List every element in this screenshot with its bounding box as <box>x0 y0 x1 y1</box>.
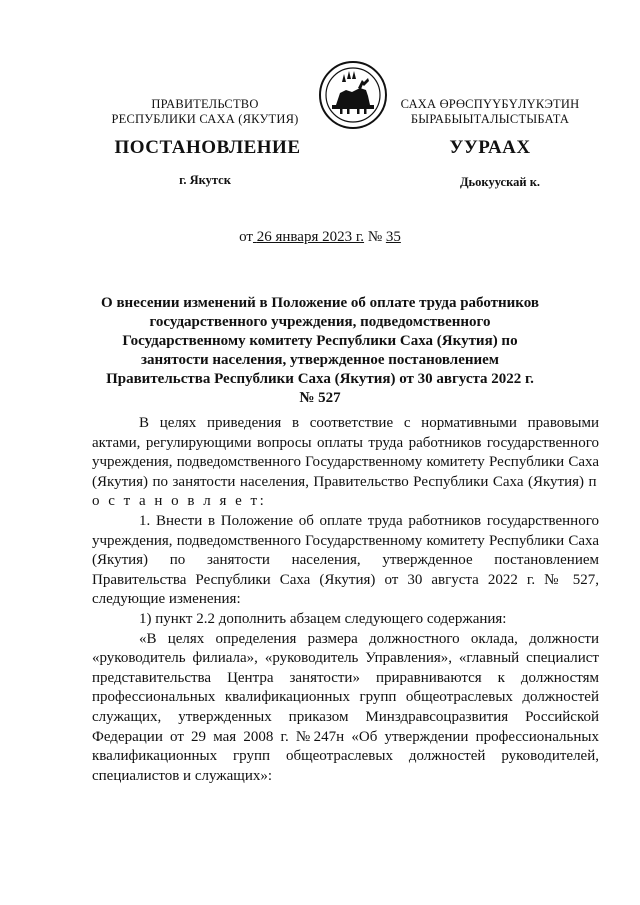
header-right-line2: БЫРАБЫЫТАЛЫСТЫБАТА <box>410 112 570 126</box>
intro-paragraph: В целях приведения в соответствие с нормативными правовыми актами, регулирующими вопросы оплаты труда работников государственного учреждения, подведомственного Государственному комитету Республики Саха (Якутия) по занятости населения, Правительство Республики Саха (Якутия) п о с т а н о в л я е т: <box>92 415 599 510</box>
quote-paragraph: «В целях определения размера должностного оклада, должности «руководитель филиала», «руководитель Управления», «главный специалист представительства Центра занятости» приравниваются к должностям профессиональных квалификационных групп общеотраслевых должностей служащих, утвержденных приказом Минздравсоцразвития Российской Федерации от 29 мая 2008 г. №247н «Об утверждении профессиональных квалификационных групп общеотраслевых должностей руководителей, специалистов и служащих»: <box>92 630 599 784</box>
number-sign: № <box>367 229 383 245</box>
date-prefix: от <box>239 229 253 245</box>
document-title: О внесении изменений в Положение об оплате труда работников государственного учреждения, подведомственного Государственному комитету Республики Саха (Якутия) по занятости населения, утвержденное постановлением Правительства Республики Саха (Якутия) от 30 августа 2022 г. № 527 <box>101 295 539 406</box>
intro-action: п о с т а н о в л я е т: <box>92 473 599 510</box>
header-right-line1: САХА ӨРӨСПҮҮБҮЛҮКЭТИН <box>400 97 580 111</box>
city-sah: Дьокуускай к. <box>459 175 541 189</box>
coat-of-arms-emblem-icon <box>318 60 388 130</box>
document-type-sah: УУРААХ <box>449 137 531 158</box>
document-number: 35 <box>385 229 401 245</box>
document-type-ru: ПОСТАНОВЛЕНИЕ <box>114 137 301 158</box>
item-1: 1. Внести в Положение об оплате труда работников государственного учреждения, подведомственного Государственному комитету Республики Саха (Якутия) по занятости населения, утвержденное постановлением Правительства Республики Саха (Якутия) от 30 августа 2022 г. № 527, следующие изменения: <box>92 512 599 608</box>
document-date: 26 января 2023 г. <box>256 229 365 245</box>
subitem-1: 1) пункт 2.2 дополнить абзацем следующего содержания: <box>139 610 507 627</box>
header-left-line1: ПРАВИТЕЛЬСТВО <box>151 97 259 111</box>
document-body <box>92 414 599 786</box>
city-ru: г. Якутск <box>179 173 231 187</box>
header-left-org <box>95 97 315 127</box>
header-left-line2: РЕСПУБЛИКИ САХА (ЯКУТИЯ) <box>111 112 299 126</box>
date-line <box>160 229 480 246</box>
header-right-org <box>390 97 590 127</box>
